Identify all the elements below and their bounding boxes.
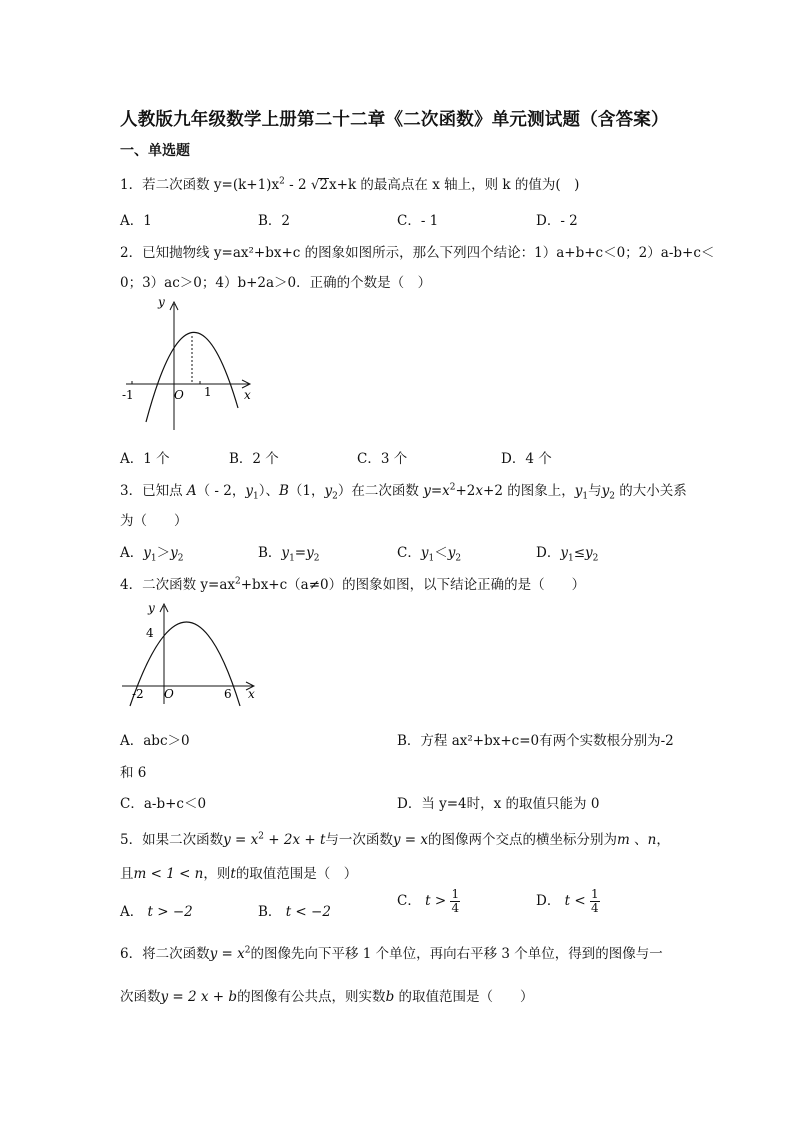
origin-label: O [174,388,184,402]
question-3-stem-line2: 为（ ） [120,513,188,529]
q5-option-c[interactable]: C． t > $\frac{1}{4}$ [397,887,460,915]
question-number: 3． [120,483,143,499]
q4-option-a[interactable]: A．abc＞0 [120,733,190,749]
y-tick-label-4: 4 [146,626,154,640]
y-axis-label: y [148,601,155,615]
question-number: 1． [120,177,143,193]
question-number: 4． [120,577,143,593]
q2-parabola-graph [118,292,258,434]
q4-parabola-graph [118,596,264,708]
x-tick-label-6: 6 [224,687,232,701]
q4-option-c[interactable]: C．a-b+c＜0 [120,796,207,812]
q2-option-c[interactable]: C．3 个 [357,451,408,467]
q5-option-b[interactable]: B． t < −2 [258,904,331,920]
q3-option-b[interactable]: B．$y_1=y_2$ [258,545,320,564]
question-6-stem-line1: 6．将二次函数$y = x^2$的图像先向下平移 1 个单位，再向右平移 3 个单位，得到的图像与一 [120,945,663,962]
question-number: 5． [120,832,143,848]
question-2-stem-line2: 0；3）ac＞0；4）b+2a＞0．正确的个数是（ ） [120,275,432,291]
tick-label-1: 1 [204,385,212,399]
q5-option-a[interactable]: A． t > −2 [120,904,193,920]
q4-option-b[interactable]: B．方程 ax²+bx+c=0有两个实数根分别为-2 [397,733,674,749]
q4-option-d[interactable]: D．当 y=4时，x 的取值只能为 0 [397,796,600,812]
question-number: 2． [120,245,143,261]
q4-option-b-continued: 和 6 [120,765,147,781]
x-axis-label: x [248,687,255,701]
q2-option-a[interactable]: A．1 个 [120,451,170,467]
q1-option-a[interactable]: A．1 [120,213,152,229]
question-4-stem: 4．二次函数 $y=ax^2+bx+c(a\ne 0)$的图象如图，以下结论正确的是（ ） [120,576,586,593]
tick-label-neg1: -1 [122,388,134,402]
q5-option-d[interactable]: D． t < $\frac{1}{4}$ [536,887,599,915]
question-number: 6． [120,946,143,962]
fraction-one-quarter: $\frac{1}{4}$ [590,887,599,915]
q1-option-d[interactable]: D．- 2 [536,213,578,229]
y-axis-label: y [158,295,165,309]
question-6-stem-line2: 次函数y = 2 x + b的图像有公共点，则实数b 的取值范围是（ ） [120,989,534,1005]
q3-option-c[interactable]: C．$y_1<y_2$ [397,545,462,564]
q3-option-a[interactable]: A．$y_1>y_2$ [120,545,184,564]
question-3-stem-line1: 3．已知点 A（ - 2，$y_1$）、B（1，$y_2$）在二次函数 $y=x^2+2x+2$ 的图象上，$y_1$与$y_2$ 的大小关系 [120,482,687,502]
section-heading: 一、单选题 [120,143,190,159]
x-tick-label-neg2: -2 [132,687,144,701]
q3-option-d[interactable]: D．$y_1\le y_2$ [536,545,599,564]
fraction-one-quarter: $\frac{1}{4}$ [451,887,460,915]
q2-option-b[interactable]: B．2 个 [229,451,279,467]
sqrt-symbol: √ [310,177,320,193]
question-1-stem: 1．若二次函数 $y=(k+1)x^2 - 2$ √2x+k 的最高点在 x 轴上，则 k 的值为( ) [120,176,580,193]
x-axis-label: x [244,388,251,402]
question-5-stem-line2: 且m < 1 < n，则t的取值范围是（ ） [120,866,358,882]
page-title: 人教版九年级数学上册第二十二章《二次函数》单元测试题（含答案） [120,110,669,130]
origin-label: O [164,687,174,701]
question-5-stem-line1: 5．如果二次函数$y = x^2 + 2x + t$与一次函数y = x的图像两个交点的横坐标分别为m 、n， [120,831,670,848]
q1-option-c[interactable]: C．- 1 [397,213,439,229]
q2-option-d[interactable]: D．4 个 [501,451,552,467]
q1-option-b[interactable]: B．2 [258,213,291,229]
question-2-stem-line1: 2．已知抛物线 y=ax²+bx+c 的图象如图所示，那么下列四个结论：1）a+b+c＜0；2）a-b+c＜ [120,245,715,261]
